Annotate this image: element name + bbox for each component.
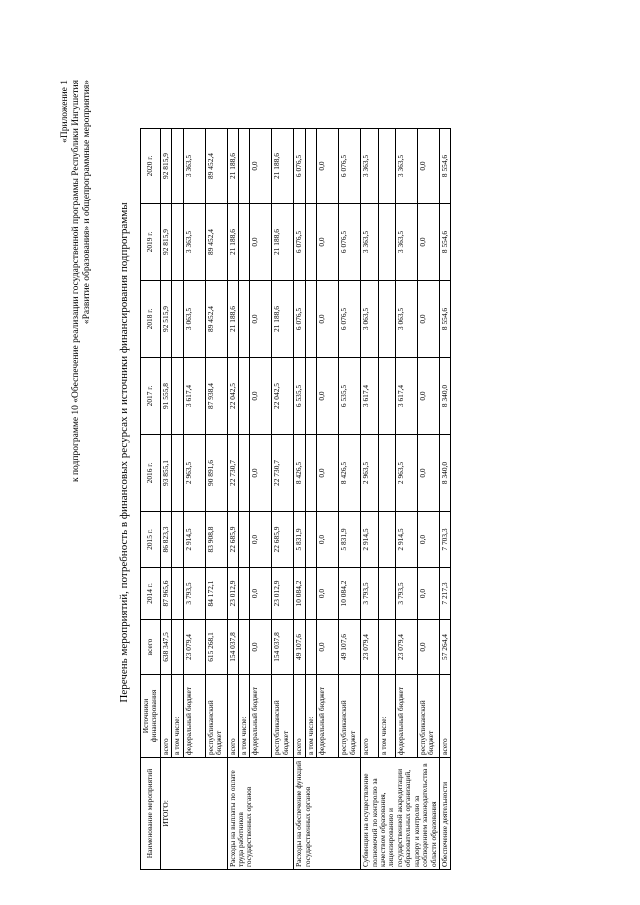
value-cell: 6 535,5 bbox=[294, 358, 305, 435]
value-cell: 154 037,8 bbox=[227, 620, 238, 675]
value-cell: 2 914,5 bbox=[183, 512, 205, 568]
value-cell bbox=[172, 358, 183, 435]
value-cell: 2 963,5 bbox=[183, 435, 205, 512]
value-cell bbox=[239, 512, 250, 568]
value-cell: 6 076,5 bbox=[294, 129, 305, 204]
value-cell: 0,0 bbox=[417, 204, 439, 281]
value-cell: 23 012,9 bbox=[227, 568, 238, 620]
value-cell: 0,0 bbox=[317, 358, 339, 435]
column-header: всего bbox=[141, 620, 161, 675]
value-cell: 8 340,0 bbox=[439, 435, 450, 512]
value-cell bbox=[378, 435, 395, 512]
value-cell: 0,0 bbox=[250, 568, 272, 620]
value-cell: 23 079,4 bbox=[183, 620, 205, 675]
value-cell: 0,0 bbox=[250, 129, 272, 204]
value-cell: 3 793,5 bbox=[395, 568, 417, 620]
value-cell: 3 063,5 bbox=[361, 281, 378, 358]
value-cell: 0,0 bbox=[417, 281, 439, 358]
value-cell: 92 815,9 bbox=[160, 129, 171, 204]
value-cell: 91 555,8 bbox=[160, 358, 171, 435]
value-cell: 21 188,6 bbox=[272, 129, 294, 204]
value-cell: 8 554,6 bbox=[439, 204, 450, 281]
value-cell: 21 188,6 bbox=[272, 281, 294, 358]
column-header: 2019 г. bbox=[141, 204, 161, 281]
table-row bbox=[439, 129, 450, 870]
value-cell: 84 172,1 bbox=[205, 568, 227, 620]
value-cell bbox=[378, 620, 395, 675]
value-cell: 3 363,5 bbox=[361, 204, 378, 281]
value-cell bbox=[172, 620, 183, 675]
value-cell: 5 831,9 bbox=[339, 512, 361, 568]
value-cell bbox=[239, 620, 250, 675]
value-cell: 3 363,5 bbox=[361, 129, 378, 204]
column-header: 2020 г. bbox=[141, 129, 161, 204]
value-cell: 0,0 bbox=[317, 281, 339, 358]
value-cell bbox=[172, 281, 183, 358]
value-cell: 0,0 bbox=[250, 281, 272, 358]
value-cell bbox=[239, 568, 250, 620]
column-header: 2018 г. bbox=[141, 281, 161, 358]
table-row bbox=[160, 129, 171, 870]
funding-source: всего bbox=[439, 675, 450, 758]
value-cell: 23 079,4 bbox=[361, 620, 378, 675]
value-cell bbox=[378, 568, 395, 620]
funding-source: в том числе: bbox=[172, 675, 183, 758]
value-cell: 87 965,6 bbox=[160, 568, 171, 620]
value-cell: 3 617,4 bbox=[183, 358, 205, 435]
value-cell: 10 084,2 bbox=[294, 568, 305, 620]
value-cell bbox=[239, 281, 250, 358]
funding-source: всего bbox=[227, 675, 238, 758]
value-cell: 3 617,4 bbox=[395, 358, 417, 435]
funding-source: республиканский бюджет bbox=[417, 675, 439, 758]
value-cell: 0,0 bbox=[250, 435, 272, 512]
value-cell: 0,0 bbox=[250, 358, 272, 435]
value-cell: 8 554,6 bbox=[439, 129, 450, 204]
funding-source: всего bbox=[294, 675, 305, 758]
value-cell bbox=[305, 435, 316, 512]
value-cell bbox=[305, 204, 316, 281]
value-cell bbox=[378, 358, 395, 435]
value-cell bbox=[305, 568, 316, 620]
value-cell: 0,0 bbox=[250, 204, 272, 281]
value-cell bbox=[305, 620, 316, 675]
value-cell: 92 515,9 bbox=[160, 281, 171, 358]
funding-source: федеральный бюджет bbox=[250, 675, 272, 758]
value-cell bbox=[378, 512, 395, 568]
value-cell bbox=[305, 129, 316, 204]
funding-source: федеральный бюджет bbox=[317, 675, 339, 758]
value-cell: 21 188,6 bbox=[227, 281, 238, 358]
funding-source: всего bbox=[361, 675, 378, 758]
value-cell: 49 107,6 bbox=[294, 620, 305, 675]
value-cell: 21 188,6 bbox=[227, 129, 238, 204]
value-cell: 3 793,5 bbox=[183, 568, 205, 620]
value-cell: 89 452,4 bbox=[205, 204, 227, 281]
value-cell: 0,0 bbox=[250, 620, 272, 675]
value-cell: 49 107,6 bbox=[339, 620, 361, 675]
table-body bbox=[160, 129, 451, 870]
value-cell: 615 268,1 bbox=[205, 620, 227, 675]
value-cell bbox=[172, 512, 183, 568]
value-cell: 92 815,9 bbox=[160, 204, 171, 281]
value-cell bbox=[239, 435, 250, 512]
column-header: Наименование мероприятий bbox=[141, 758, 161, 870]
value-cell bbox=[378, 129, 395, 204]
column-header: 2015 г. bbox=[141, 512, 161, 568]
value-cell: 2 963,5 bbox=[395, 435, 417, 512]
value-cell bbox=[378, 204, 395, 281]
value-cell: 90 891,6 bbox=[205, 435, 227, 512]
activity-name: Расходы на обеспечение функций государственных органов bbox=[294, 758, 361, 870]
value-cell: 22 042,5 bbox=[272, 358, 294, 435]
value-cell: 0,0 bbox=[317, 512, 339, 568]
value-cell bbox=[305, 281, 316, 358]
value-cell: 22 730,7 bbox=[272, 435, 294, 512]
column-header: 2014 г. bbox=[141, 568, 161, 620]
value-cell: 3 063,5 bbox=[183, 281, 205, 358]
value-cell: 3 363,5 bbox=[395, 129, 417, 204]
value-cell bbox=[172, 435, 183, 512]
value-cell: 22 042,5 bbox=[227, 358, 238, 435]
value-cell bbox=[378, 281, 395, 358]
activity-name: Обеспечение деятельности bbox=[439, 758, 450, 870]
value-cell: 89 452,4 bbox=[205, 281, 227, 358]
value-cell: 22 685,9 bbox=[227, 512, 238, 568]
value-cell bbox=[172, 129, 183, 204]
value-cell: 2 963,5 bbox=[361, 435, 378, 512]
value-cell: 5 831,9 bbox=[294, 512, 305, 568]
value-cell: 0,0 bbox=[317, 129, 339, 204]
value-cell: 0,0 bbox=[417, 358, 439, 435]
header-line-3: «Развитие образования» и общепрограммные мероприятия» bbox=[82, 80, 92, 325]
table-row bbox=[294, 129, 305, 870]
value-cell: 83 908,8 bbox=[205, 512, 227, 568]
value-cell: 0,0 bbox=[417, 512, 439, 568]
value-cell: 93 855,1 bbox=[160, 435, 171, 512]
document-title: Перечень мероприятий, потребность в финансовых ресурсах и источники финансирования подпрограммы bbox=[118, 202, 130, 703]
value-cell: 0,0 bbox=[317, 568, 339, 620]
funding-source: в том числе: bbox=[305, 675, 316, 758]
financing-table bbox=[140, 128, 451, 870]
table-row bbox=[361, 129, 378, 870]
value-cell: 3 793,5 bbox=[361, 568, 378, 620]
value-cell: 2 914,5 bbox=[395, 512, 417, 568]
value-cell: 0,0 bbox=[417, 620, 439, 675]
value-cell: 0,0 bbox=[417, 435, 439, 512]
value-cell: 21 188,6 bbox=[272, 204, 294, 281]
funding-source: в том числе: bbox=[239, 675, 250, 758]
value-cell: 6 535,5 bbox=[339, 358, 361, 435]
value-cell: 0,0 bbox=[317, 620, 339, 675]
value-cell: 3 363,5 bbox=[183, 204, 205, 281]
value-cell: 3 363,5 bbox=[395, 204, 417, 281]
value-cell: 3 617,4 bbox=[361, 358, 378, 435]
funding-source: федеральный бюджет bbox=[395, 675, 417, 758]
value-cell: 8 426,5 bbox=[294, 435, 305, 512]
value-cell: 23 079,4 bbox=[395, 620, 417, 675]
value-cell: 7 217,3 bbox=[439, 568, 450, 620]
value-cell: 154 037,8 bbox=[272, 620, 294, 675]
value-cell: 0,0 bbox=[417, 568, 439, 620]
value-cell bbox=[305, 358, 316, 435]
value-cell bbox=[239, 358, 250, 435]
value-cell: 638 347,5 bbox=[160, 620, 171, 675]
activity-name: ИТОГО: bbox=[160, 758, 227, 870]
value-cell: 3 363,5 bbox=[183, 129, 205, 204]
header-line-2: к подпрограмме 10 «Обеспечение реализации государственной программы Республики Ингушетия bbox=[71, 80, 81, 483]
value-cell: 6 076,5 bbox=[339, 204, 361, 281]
value-cell: 22 730,7 bbox=[227, 435, 238, 512]
value-cell: 6 076,5 bbox=[294, 281, 305, 358]
activity-name: Расходы на выплаты по оплате труда работников государственных органов bbox=[227, 758, 294, 870]
value-cell: 6 076,5 bbox=[339, 129, 361, 204]
value-cell: 7 703,3 bbox=[439, 512, 450, 568]
value-cell: 0,0 bbox=[317, 435, 339, 512]
column-header: 2017 г. bbox=[141, 358, 161, 435]
funding-source: федеральный бюджет bbox=[183, 675, 205, 758]
funding-source: республиканский бюджет bbox=[339, 675, 361, 758]
value-cell: 86 823,3 bbox=[160, 512, 171, 568]
column-header: Источники финансирования bbox=[141, 675, 161, 758]
value-cell: 2 914,5 bbox=[361, 512, 378, 568]
value-cell: 8 340,0 bbox=[439, 358, 450, 435]
header-line-1: «Приложение 1 bbox=[60, 80, 70, 143]
value-cell: 87 938,4 bbox=[205, 358, 227, 435]
value-cell bbox=[239, 204, 250, 281]
value-cell: 21 188,6 bbox=[227, 204, 238, 281]
value-cell: 57 264,4 bbox=[439, 620, 450, 675]
table-row bbox=[227, 129, 238, 870]
value-cell bbox=[239, 129, 250, 204]
value-cell: 3 063,5 bbox=[395, 281, 417, 358]
value-cell: 6 076,5 bbox=[339, 281, 361, 358]
activity-name: Субвенции на осуществление полномочий по контролю за качеством образования, лицензированию и государственной аккредитации образовательных организаций, надзору и контролю за соблюдением законодательства в области образования bbox=[361, 758, 440, 870]
value-cell: 8 426,5 bbox=[339, 435, 361, 512]
value-cell: 0,0 bbox=[317, 204, 339, 281]
value-cell: 22 685,9 bbox=[272, 512, 294, 568]
value-cell: 6 076,5 bbox=[294, 204, 305, 281]
value-cell: 10 084,2 bbox=[339, 568, 361, 620]
table-header-row bbox=[141, 129, 161, 870]
funding-source: республиканский бюджет bbox=[272, 675, 294, 758]
value-cell bbox=[172, 204, 183, 281]
value-cell: 89 452,4 bbox=[205, 129, 227, 204]
value-cell: 8 554,6 bbox=[439, 281, 450, 358]
value-cell bbox=[172, 568, 183, 620]
funding-source: республиканский бюджет bbox=[205, 675, 227, 758]
appendix-header bbox=[60, 80, 93, 482]
value-cell: 0,0 bbox=[250, 512, 272, 568]
value-cell bbox=[305, 512, 316, 568]
funding-source: всего bbox=[160, 675, 171, 758]
value-cell: 23 012,9 bbox=[272, 568, 294, 620]
value-cell: 0,0 bbox=[417, 129, 439, 204]
funding-source: в том числе: bbox=[378, 675, 395, 758]
column-header: 2016 г. bbox=[141, 435, 161, 512]
